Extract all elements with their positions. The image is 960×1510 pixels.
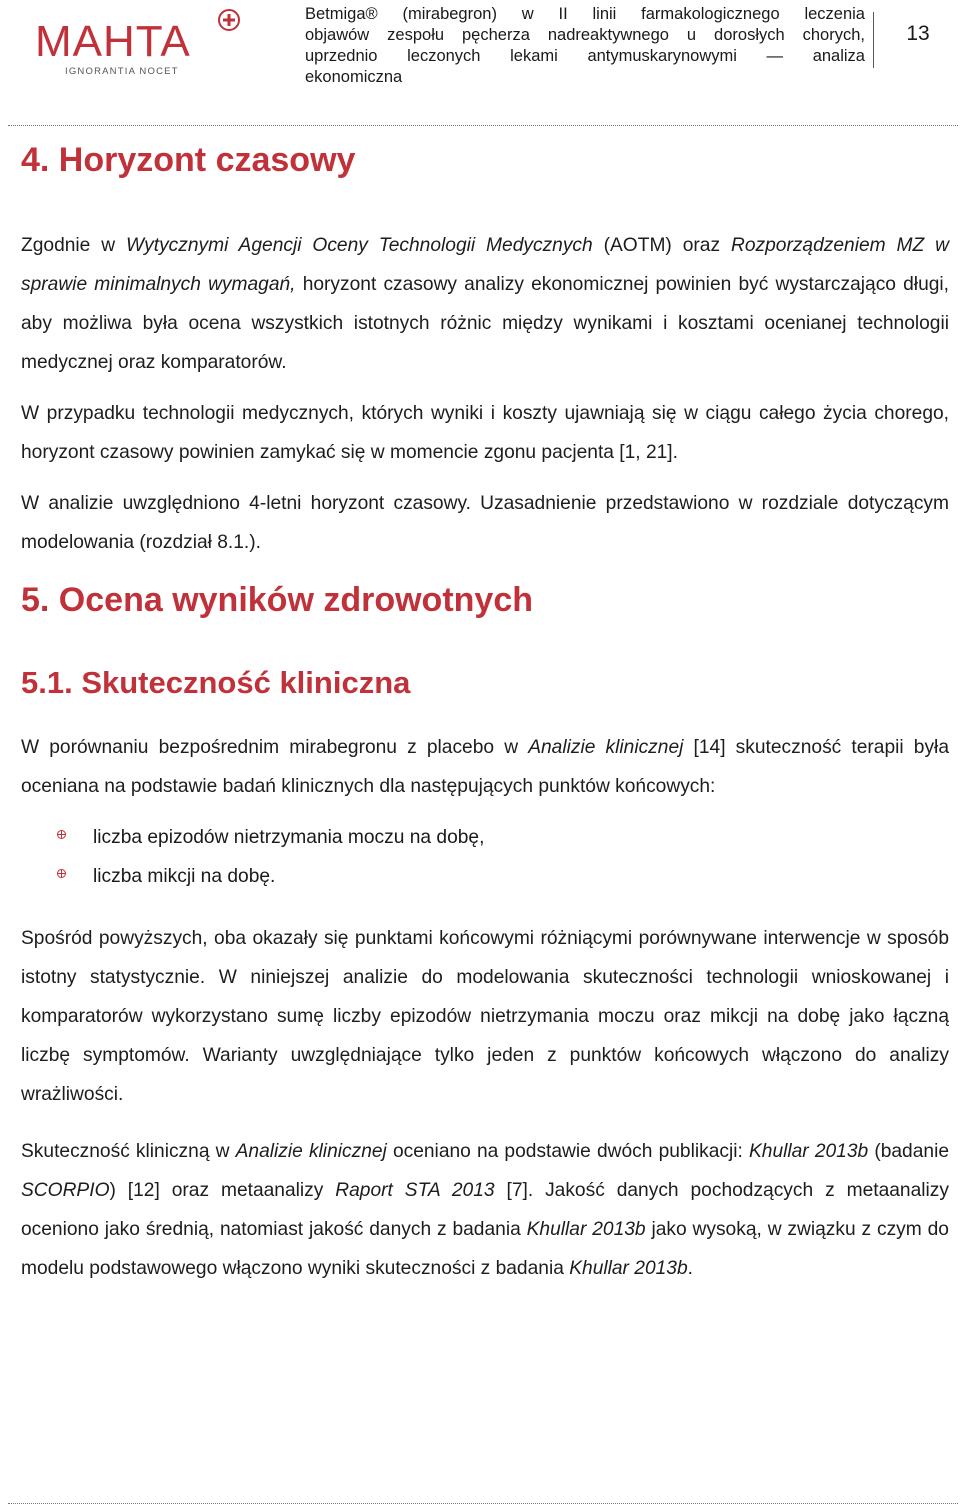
italic-text: Analizie klinicznej (235, 1141, 387, 1162)
paragraph (21, 1132, 949, 1288)
text-run: . (687, 1258, 693, 1279)
logo-tagline: IGNORANTIA NOCET (65, 66, 179, 77)
document-title-line: uprzednio leczonych lekami antymuskarynowymi — analiza (305, 47, 865, 65)
paragraph: Spośród powyższych, oba okazały się punktami końcowymi różniącymi porównywane interwencje w sposób istotny statystycznie. W niniejszej analizie do modelowania skuteczności technologii wnioskowanej i komparatorów wykorzystano sumę liczby epizodów nietrzymania moczu oraz mikcji na dobę jako łączną liczbę symptomów. Warianty uwzględniające tylko jeden z punktów końcowych włączono do analizy wrażliwości. (21, 928, 949, 1105)
bullet-icon (57, 830, 66, 839)
endpoint-list (21, 818, 949, 896)
italic-text: SCORPIO (21, 1180, 110, 1201)
section-heading-5-1: 5.1. Skuteczność kliniczna (21, 665, 411, 700)
text-run: (badanie (868, 1141, 950, 1162)
text-run: ) [12] oraz metaanalizy (109, 1180, 336, 1201)
list-item (21, 857, 949, 896)
page-content (21, 140, 949, 1288)
logo-name: MAHTA (35, 17, 191, 66)
italic-text: Khullar 2013b (748, 1141, 869, 1162)
paragraph (21, 728, 949, 806)
section-heading-5: 5. Ocena wyników zdrowotnych (21, 581, 533, 619)
italic-text: Rozporządzeniem MZ w sprawie minimalnych wymagań, (21, 235, 950, 295)
text-run: jako wysoką, w związku z czym do modelu podstawowego włączono wyniki skuteczności z badania (21, 1219, 949, 1279)
document-title (305, 4, 865, 88)
document-title-line: objawów zespołu pęcherza nadreaktywnego u dorosłych chorych, (305, 26, 865, 44)
text-run: oceniano na podstawie dwóch publikacji: (386, 1141, 749, 1162)
page-header (0, 0, 960, 126)
text-run: Skuteczność kliniczną w (21, 1141, 236, 1162)
text-run: [7]. Jakość danych pochodzących z metaanalizy oceniono jako średnią, natomiast jakość danych z badania (21, 1180, 949, 1240)
italic-text: Analizie klinicznej (528, 737, 684, 758)
text-run: Zgodnie w (21, 235, 127, 256)
list-item (21, 818, 949, 857)
italic-text: Khullar 2013b (526, 1219, 646, 1240)
mahta-logo (35, 6, 250, 81)
section-heading-4: 4. Horyzont czasowy (21, 141, 356, 179)
header-rule (8, 125, 958, 126)
text-run: W porównaniu bezpośrednim mirabegronu z placebo w (21, 737, 529, 758)
list-item-text: liczba mikcji na dobę. (93, 866, 276, 887)
italic-text: Khullar 2013b (569, 1258, 688, 1279)
page-number: 13 (906, 22, 930, 45)
italic-text: Wytycznymi Agencji Oceny Technologii Medycznych (126, 235, 593, 256)
paragraph: W przypadku technologii medycznych, których wyniki i koszty ujawniają się w ciągu całego życia chorego, horyzont czasowy powinien zamykać się w momencie zgonu pacjenta [1, 21]. (21, 403, 949, 463)
list-item-text: liczba epizodów nietrzymania moczu na dobę, (93, 827, 485, 848)
header-divider (873, 12, 874, 68)
footer-rule (8, 1503, 958, 1504)
paragraph (21, 226, 949, 382)
text-run: horyzont czasowy analizy ekonomicznej powinien być wystarczająco długi, aby możliwa była ocena wszystkich istotnych różnic między wynikami i kosztami ocenianej technologii medycznej oraz komparatorów. (21, 274, 949, 373)
red-cross-circle-icon (219, 10, 239, 30)
text-run: (AOTM) oraz (592, 235, 731, 256)
document-title-line: Betmiga® (mirabegron) w II linii farmakologicznego leczenia (305, 5, 865, 23)
text-run: [14] skuteczność terapii była oceniana na podstawie badań klinicznych dla następujących punktów końcowych: (21, 737, 949, 797)
italic-text: Raport STA 2013 (335, 1180, 495, 1201)
paragraph: W analizie uwzględniono 4-letni horyzont czasowy. Uzasadnienie przedstawiono w rozdziale dotyczącym modelowania (rozdział 8.1.). (21, 493, 949, 553)
bullet-icon (57, 869, 66, 878)
document-title-line: ekonomiczna (305, 68, 403, 86)
